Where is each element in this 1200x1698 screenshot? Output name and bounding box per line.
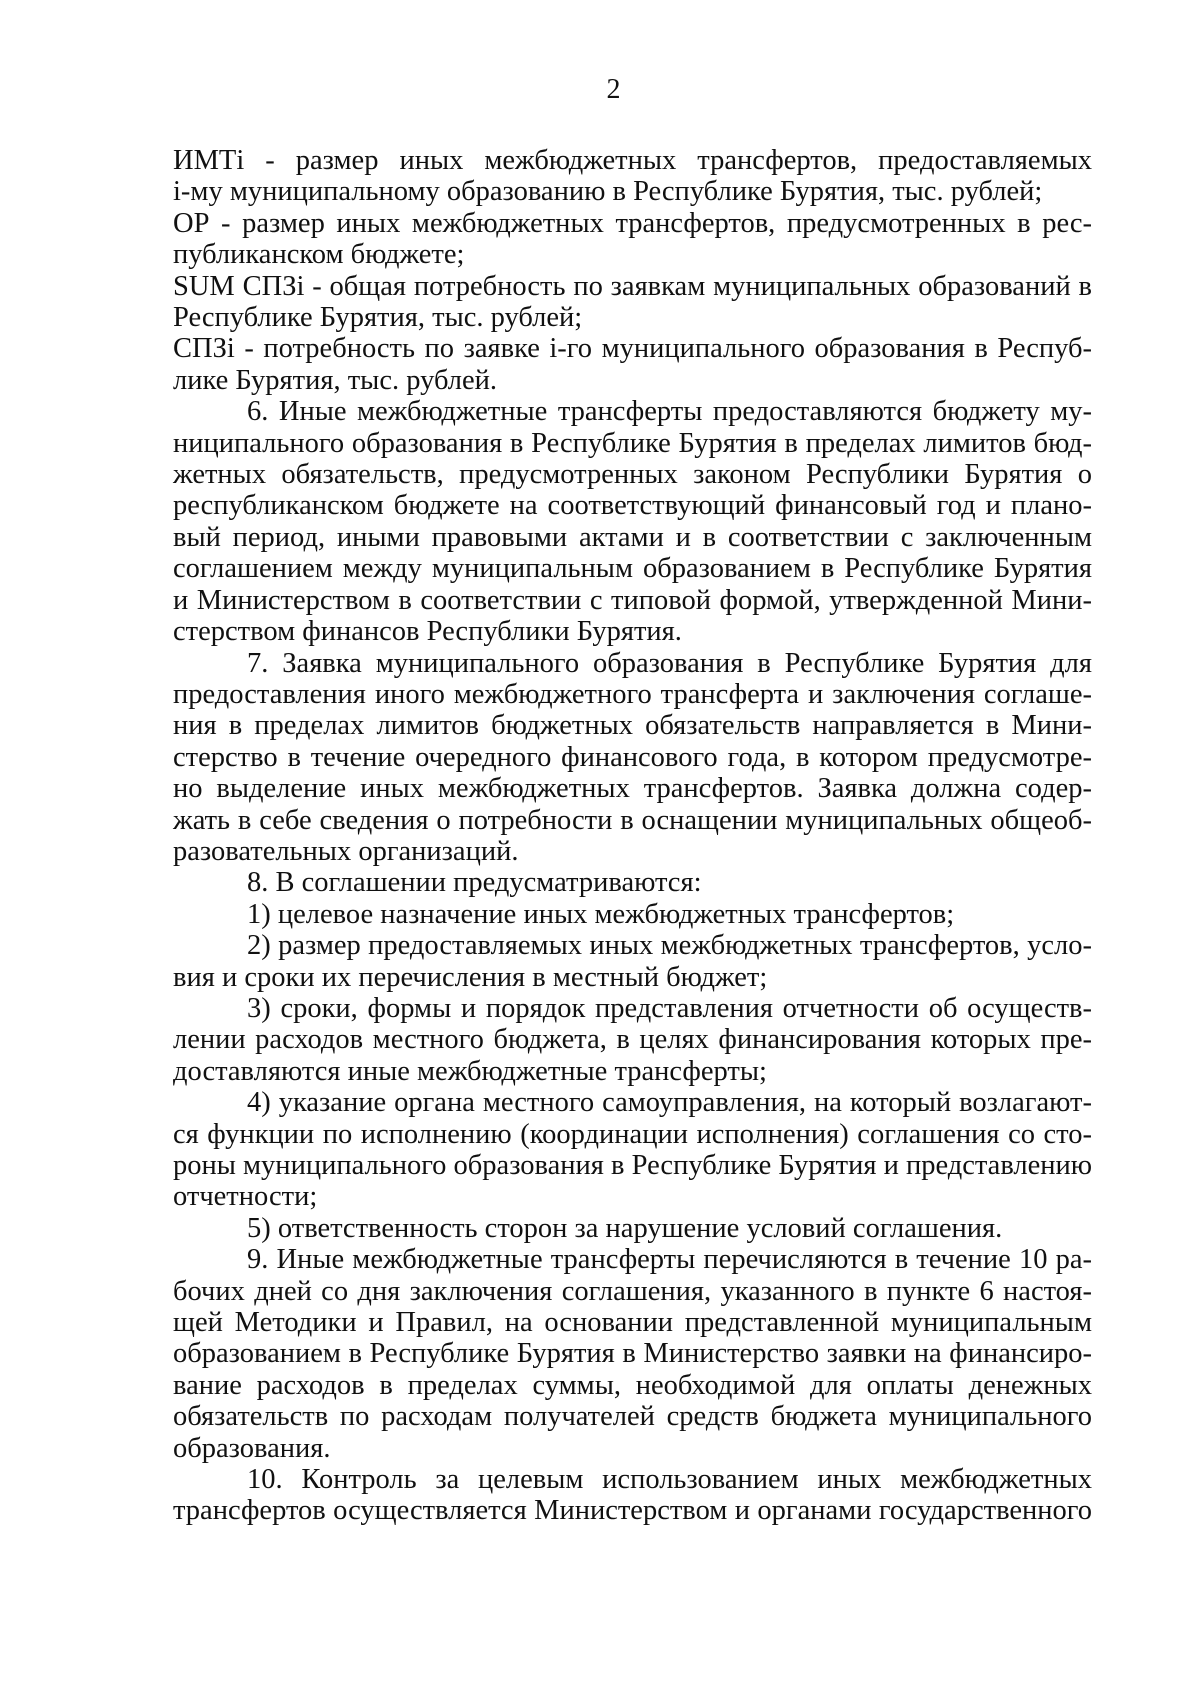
text-line: 4) указание органа местного самоуправления, на который возлагают- [247, 1087, 1092, 1119]
text-line: образованием в Республике Бурятия в Министерство заявки на финансиро- [173, 1338, 1092, 1370]
text-line: но выделение иных межбюджетных трансфертов. Заявка должна содер- [173, 773, 1092, 805]
text-line: ОР - размер иных межбюджетных трансфертов, предусмотренных в рес- [173, 207, 1092, 239]
text-line: публиканском бюджете; [173, 239, 465, 271]
text-line: соглашением между муниципальным образованием в Республике Бурятия [173, 553, 1092, 585]
page-number: 2 [606, 74, 621, 105]
text-line: СПЗi - потребность по заявке i-го муниципального образования в Респуб- [173, 333, 1092, 365]
text-line: бочих дней со дня заключения соглашения, указанного в пункте 6 настоя- [173, 1275, 1092, 1307]
text-line: Республике Бурятия, тыс. рублей; [173, 302, 583, 334]
text-line: и Министерством в соответствии с типовой формой, утвержденной Мини- [173, 584, 1092, 616]
text-line: 9. Иные межбюджетные трансферты перечисляются в течение 10 ра- [247, 1244, 1092, 1276]
text-line: вия и сроки их перечисления в местный бюджет; [173, 961, 768, 993]
text-line: доставляются иные межбюджетные трансферты; [173, 1055, 767, 1087]
text-line: образования. [173, 1432, 331, 1464]
text-line: роны муниципального образования в Республике Бурятия и представлению [173, 1150, 1093, 1181]
text-line: отчетности; [173, 1181, 318, 1213]
text-line: республиканском бюджете на соответствующий финансовый год и плано- [173, 490, 1092, 522]
text-line: i-му муниципальному образованию в Республике Бурятия, тыс. рублей; [173, 176, 1043, 208]
document-body [173, 145, 1092, 1527]
text-line: 2) размер предоставляемых иных межбюджетных трансфертов, усло- [247, 930, 1092, 962]
text-line: ниципального образования в Республике Бурятия в пределах лимитов бюд- [173, 427, 1092, 459]
text-line: SUM СПЗi - общая потребность по заявкам муниципальных образований в [173, 270, 1092, 302]
text-line: ся функции по исполнению (координации исполнения) соглашения со сто- [173, 1118, 1092, 1150]
text-line: 10. Контроль за целевым использованием иных межбюджетных [247, 1464, 1092, 1496]
text-line: трансфертов осуществляется Министерством и органами государственного [173, 1495, 1092, 1527]
text-line: жетных обязательств, предусмотренных законом Республики Бурятия о [173, 459, 1092, 491]
text-line: ИМТi - размер иных межбюджетных трансфертов, предоставляемых [173, 145, 1092, 176]
text-line: предоставления иного межбюджетного трансферта и заключения соглаше- [173, 678, 1092, 710]
text-line: обязательств по расходам получателей средств бюджета муниципального [173, 1401, 1092, 1433]
text-line: 8. В соглашении предусматриваются: [247, 867, 702, 899]
text-line: 3) сроки, формы и порядок представления отчетности об осуществ- [247, 992, 1092, 1024]
text-line: разовательных организаций. [173, 835, 519, 867]
text-line: жать в себе сведения о потребности в оснащении муниципальных общеоб- [173, 804, 1092, 836]
text-line: 1) целевое назначение иных межбюджетных трансфертов; [247, 898, 955, 930]
text-line: лении расходов местного бюджета, в целях финансирования которых пре- [173, 1024, 1092, 1056]
text-line: ния в пределах лимитов бюджетных обязательств направляется в Мини- [173, 710, 1092, 742]
text-line: стерство в течение очередного финансового года, в котором предусмотре- [173, 741, 1092, 773]
text-line: 7. Заявка муниципального образования в Республике Бурятия для [247, 647, 1092, 679]
text-line: вый период, иными правовыми актами и в соответствии с заключенным [173, 521, 1092, 553]
text-line: лике Бурятия, тыс. рублей. [173, 364, 498, 396]
text-line: стерством финансов Республики Бурятия. [173, 616, 682, 648]
text-line: щей Методики и Правил, на основании представленной муниципальным [173, 1307, 1092, 1339]
text-line: 5) ответственность сторон за нарушение условий соглашения. [247, 1212, 1003, 1244]
text-line: вание расходов в пределах суммы, необходимой для оплаты денежных [173, 1369, 1092, 1401]
text-line: 6. Иные межбюджетные трансферты предоставляются бюджету му- [247, 396, 1092, 428]
